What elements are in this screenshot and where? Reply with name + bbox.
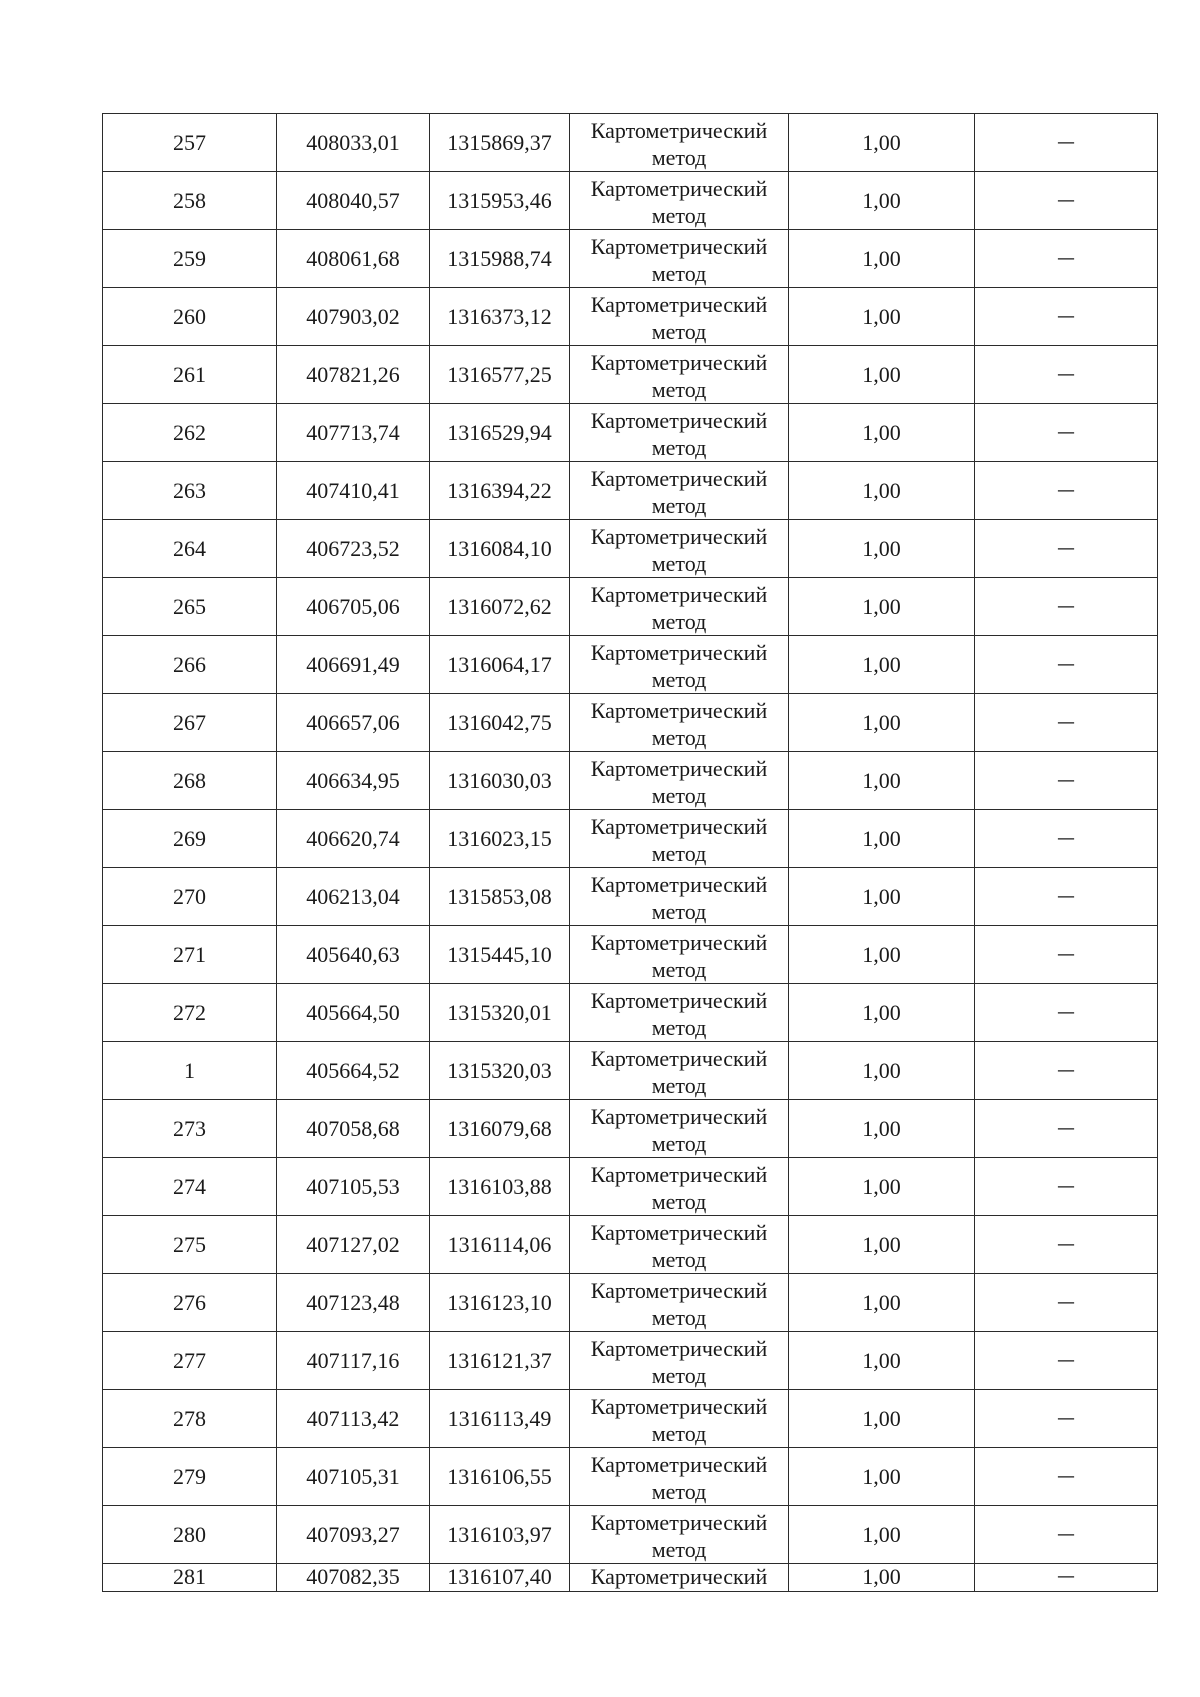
x-coordinate-cell: 407105,31: [277, 1448, 430, 1506]
method-line-1: Картометрический: [590, 524, 768, 549]
x-coordinate-cell: 407903,02: [277, 288, 430, 346]
note-dash-cell: —: [975, 694, 1158, 752]
y-coordinate-cell: 1315953,46: [430, 172, 570, 230]
method-line-2: метод: [651, 1305, 707, 1330]
y-coordinate-cell: 1316123,10: [430, 1274, 570, 1332]
point-number-cell: 266: [103, 636, 277, 694]
method-cell: [570, 694, 789, 752]
x-coordinate-cell: 407713,74: [277, 404, 430, 462]
point-number-cell: 263: [103, 462, 277, 520]
x-coordinate-cell: 406705,06: [277, 578, 430, 636]
accuracy-cell: 1,00: [789, 1216, 975, 1274]
method-line-2: метод: [651, 319, 707, 344]
method-line-1: Картометрический: [590, 1278, 768, 1303]
x-coordinate-cell: 406634,95: [277, 752, 430, 810]
point-number-cell: 275: [103, 1216, 277, 1274]
method-line-2: метод: [651, 725, 707, 750]
point-number-cell: 272: [103, 984, 277, 1042]
y-coordinate-cell: 1316394,22: [430, 462, 570, 520]
method-line-2: метод: [651, 1421, 707, 1446]
table-row: [103, 230, 1158, 288]
note-dash-cell: —: [975, 578, 1158, 636]
x-coordinate-cell: 406723,52: [277, 520, 430, 578]
x-coordinate-cell: 405664,52: [277, 1042, 430, 1100]
y-coordinate-cell: 1316030,03: [430, 752, 570, 810]
x-coordinate-cell: 407113,42: [277, 1390, 430, 1448]
accuracy-cell: 1,00: [789, 752, 975, 810]
method-line-1: Картометрический: [590, 698, 768, 723]
method-line-2: метод: [651, 957, 707, 982]
point-number-cell: 264: [103, 520, 277, 578]
note-dash-cell: —: [975, 172, 1158, 230]
table-row: [103, 288, 1158, 346]
y-coordinate-cell: 1316042,75: [430, 694, 570, 752]
method-cell: [570, 984, 789, 1042]
method-line-1: Картометрический: [590, 118, 768, 143]
method-line-2: метод: [651, 1363, 707, 1388]
y-coordinate-cell: 1316121,37: [430, 1332, 570, 1390]
point-number-cell: 259: [103, 230, 277, 288]
x-coordinate-cell: 407127,02: [277, 1216, 430, 1274]
method-cell: [570, 868, 789, 926]
note-dash-cell: —: [975, 1100, 1158, 1158]
table-row: [103, 694, 1158, 752]
accuracy-cell: 1,00: [789, 1158, 975, 1216]
x-coordinate-cell: 408040,57: [277, 172, 430, 230]
note-dash-cell: —: [975, 810, 1158, 868]
method-line-1: Картометрический: [590, 756, 768, 781]
y-coordinate-cell: 1315853,08: [430, 868, 570, 926]
accuracy-cell: 1,00: [789, 1390, 975, 1448]
method-cell: [570, 1100, 789, 1158]
method-line-1: Картометрический: [590, 930, 768, 955]
method-line-1: Картометрический: [590, 1510, 768, 1535]
table-row: [103, 578, 1158, 636]
accuracy-cell: 1,00: [789, 810, 975, 868]
table-row: [103, 752, 1158, 810]
y-coordinate-cell: 1316103,97: [430, 1506, 570, 1564]
note-dash-cell: —: [975, 1564, 1158, 1592]
accuracy-cell: 1,00: [789, 984, 975, 1042]
note-dash-cell: —: [975, 1506, 1158, 1564]
method-line-1: Картометрический: [590, 350, 768, 375]
method-line-2: метод: [651, 203, 707, 228]
accuracy-cell: 1,00: [789, 868, 975, 926]
table-row: [103, 926, 1158, 984]
note-dash-cell: —: [975, 230, 1158, 288]
method-line-1: Картометрический: [590, 1452, 768, 1477]
method-cell: [570, 1274, 789, 1332]
y-coordinate-cell: 1315988,74: [430, 230, 570, 288]
x-coordinate-cell: 405664,50: [277, 984, 430, 1042]
method-line-1: Картометрический: [590, 1046, 768, 1071]
method-cell: [570, 114, 789, 172]
x-coordinate-cell: 407117,16: [277, 1332, 430, 1390]
point-number-cell: 277: [103, 1332, 277, 1390]
method-line-2: метод: [651, 609, 707, 634]
method-line-1: Картометрический: [590, 814, 768, 839]
y-coordinate-cell: 1316064,17: [430, 636, 570, 694]
x-coordinate-cell: 407821,26: [277, 346, 430, 404]
y-coordinate-cell: 1316079,68: [430, 1100, 570, 1158]
method-line-1: Картометрический: [590, 234, 768, 259]
accuracy-cell: 1,00: [789, 172, 975, 230]
table-row: [103, 520, 1158, 578]
note-dash-cell: —: [975, 984, 1158, 1042]
point-number-cell: 280: [103, 1506, 277, 1564]
note-dash-cell: —: [975, 1158, 1158, 1216]
method-line-2: метод: [651, 435, 707, 460]
method-line-1: Картометрический: [590, 1394, 768, 1419]
y-coordinate-cell: 1316106,55: [430, 1448, 570, 1506]
y-coordinate-cell: 1315320,01: [430, 984, 570, 1042]
table-row: [103, 172, 1158, 230]
x-coordinate-cell: 407123,48: [277, 1274, 430, 1332]
y-coordinate-cell: 1316113,49: [430, 1390, 570, 1448]
accuracy-cell: 1,00: [789, 1448, 975, 1506]
accuracy-cell: 1,00: [789, 462, 975, 520]
method-line-2: метод: [651, 1537, 707, 1562]
method-cell: [570, 462, 789, 520]
x-coordinate-cell: 407082,35: [277, 1564, 430, 1592]
note-dash-cell: —: [975, 636, 1158, 694]
table-row: [103, 462, 1158, 520]
table-row-last: [103, 1564, 1158, 1592]
x-coordinate-cell: 405640,63: [277, 926, 430, 984]
x-coordinate-cell: 407058,68: [277, 1100, 430, 1158]
accuracy-cell: 1,00: [789, 230, 975, 288]
method-cell: [570, 1158, 789, 1216]
point-number-cell: 270: [103, 868, 277, 926]
method-line-2: метод: [651, 1189, 707, 1214]
y-coordinate-cell: 1316107,40: [430, 1564, 570, 1592]
point-number-cell: 257: [103, 114, 277, 172]
table-row: [103, 404, 1158, 462]
x-coordinate-cell: 406213,04: [277, 868, 430, 926]
table-row: [103, 1332, 1158, 1390]
method-line-1: Картометрический: [590, 640, 768, 665]
accuracy-cell: 1,00: [789, 578, 975, 636]
method-cell: [570, 404, 789, 462]
method-cell: [570, 752, 789, 810]
accuracy-cell: 1,00: [789, 404, 975, 462]
method-cell: [570, 1390, 789, 1448]
accuracy-cell: 1,00: [789, 1100, 975, 1158]
method-line-1: Картометрический: [590, 582, 768, 607]
method-line-1: Картометрический: [590, 292, 768, 317]
table-row: [103, 1274, 1158, 1332]
method-cell: [570, 1216, 789, 1274]
method-line-2: метод: [651, 377, 707, 402]
method-cell: [570, 1448, 789, 1506]
method-line-1: Картометрический: [590, 466, 768, 491]
method-line-1: Картометрический: [590, 872, 768, 897]
table-row: [103, 346, 1158, 404]
y-coordinate-cell: 1316072,62: [430, 578, 570, 636]
table-row: [103, 114, 1158, 172]
method-line-2: метод: [651, 841, 707, 866]
method-line-1: Картометрический: [590, 1104, 768, 1129]
note-dash-cell: —: [975, 868, 1158, 926]
method-line-1: Картометрический: [590, 1220, 768, 1245]
table-row: [103, 1390, 1158, 1448]
method-cell: [570, 288, 789, 346]
note-dash-cell: —: [975, 288, 1158, 346]
note-dash-cell: —: [975, 1274, 1158, 1332]
method-line-2: метод: [651, 1479, 707, 1504]
y-coordinate-cell: 1316023,15: [430, 810, 570, 868]
method-line-2: метод: [651, 667, 707, 692]
y-coordinate-cell: 1316103,88: [430, 1158, 570, 1216]
y-coordinate-cell: 1316084,10: [430, 520, 570, 578]
method-cell: [570, 1506, 789, 1564]
note-dash-cell: —: [975, 114, 1158, 172]
table-row: [103, 984, 1158, 1042]
accuracy-cell: 1,00: [789, 1274, 975, 1332]
method-cell: [570, 520, 789, 578]
y-coordinate-cell: 1316373,12: [430, 288, 570, 346]
accuracy-cell: 1,00: [789, 636, 975, 694]
method-cell: [570, 810, 789, 868]
method-line-1: Картометрический: [590, 176, 768, 201]
x-coordinate-cell: 407093,27: [277, 1506, 430, 1564]
point-number-cell: 278: [103, 1390, 277, 1448]
coordinates-table: [102, 113, 1158, 1592]
x-coordinate-cell: 406620,74: [277, 810, 430, 868]
accuracy-cell: 1,00: [789, 926, 975, 984]
accuracy-cell: 1,00: [789, 1042, 975, 1100]
method-line-2: метод: [651, 783, 707, 808]
point-number-cell: 273: [103, 1100, 277, 1158]
note-dash-cell: —: [975, 1390, 1158, 1448]
point-number-cell: 271: [103, 926, 277, 984]
accuracy-cell: 1,00: [789, 1506, 975, 1564]
x-coordinate-cell: 408061,68: [277, 230, 430, 288]
point-number-cell: 281: [103, 1564, 277, 1592]
point-number-cell: 268: [103, 752, 277, 810]
note-dash-cell: —: [975, 520, 1158, 578]
note-dash-cell: —: [975, 346, 1158, 404]
method-line-1: Картометрический: [590, 988, 768, 1013]
method-line-2: метод: [651, 261, 707, 286]
method-line-2: метод: [651, 551, 707, 576]
method-line-2: метод: [651, 1073, 707, 1098]
method-line-2: метод: [651, 1247, 707, 1272]
y-coordinate-cell: 1316114,06: [430, 1216, 570, 1274]
table-row: [103, 1042, 1158, 1100]
point-number-cell: 279: [103, 1448, 277, 1506]
x-coordinate-cell: 407410,41: [277, 462, 430, 520]
method-line-2: метод: [651, 145, 707, 170]
table-row: [103, 868, 1158, 926]
x-coordinate-cell: 406691,49: [277, 636, 430, 694]
point-number-cell: 269: [103, 810, 277, 868]
point-number-cell: 261: [103, 346, 277, 404]
y-coordinate-cell: 1316529,94: [430, 404, 570, 462]
accuracy-cell: 1,00: [789, 346, 975, 404]
note-dash-cell: —: [975, 404, 1158, 462]
table-row: [103, 1100, 1158, 1158]
point-number-cell: 274: [103, 1158, 277, 1216]
method-line-1: Картометрический: [590, 408, 768, 433]
method-cell: [570, 230, 789, 288]
point-number-cell: 260: [103, 288, 277, 346]
table-row: [103, 636, 1158, 694]
point-number-cell: 1: [103, 1042, 277, 1100]
point-number-cell: 267: [103, 694, 277, 752]
accuracy-cell: 1,00: [789, 1332, 975, 1390]
y-coordinate-cell: 1316577,25: [430, 346, 570, 404]
method-line-2: метод: [651, 1015, 707, 1040]
note-dash-cell: —: [975, 1332, 1158, 1390]
method-cell: [570, 346, 789, 404]
coordinates-table-body: [103, 114, 1158, 1592]
x-coordinate-cell: 408033,01: [277, 114, 430, 172]
method-cell: [570, 1564, 789, 1592]
method-line-2: метод: [651, 899, 707, 924]
note-dash-cell: —: [975, 1448, 1158, 1506]
method-line-1: Картометрический: [590, 1336, 768, 1361]
method-line-1: Картометрический: [590, 1162, 768, 1187]
accuracy-cell: 1,00: [789, 288, 975, 346]
table-row: [103, 1216, 1158, 1274]
method-line-1: Картометрический: [590, 1564, 768, 1589]
method-cell: [570, 1042, 789, 1100]
x-coordinate-cell: 407105,53: [277, 1158, 430, 1216]
note-dash-cell: —: [975, 926, 1158, 984]
method-line-2: метод: [651, 493, 707, 518]
note-dash-cell: —: [975, 462, 1158, 520]
method-cell: [570, 926, 789, 984]
accuracy-cell: 1,00: [789, 114, 975, 172]
method-cell: [570, 1332, 789, 1390]
x-coordinate-cell: 406657,06: [277, 694, 430, 752]
method-cell: [570, 636, 789, 694]
table-row: [103, 1506, 1158, 1564]
accuracy-cell: 1,00: [789, 1564, 975, 1592]
y-coordinate-cell: 1315445,10: [430, 926, 570, 984]
point-number-cell: 276: [103, 1274, 277, 1332]
method-cell: [570, 578, 789, 636]
table-row: [103, 1158, 1158, 1216]
y-coordinate-cell: 1315869,37: [430, 114, 570, 172]
table-row: [103, 810, 1158, 868]
note-dash-cell: —: [975, 1216, 1158, 1274]
note-dash-cell: —: [975, 752, 1158, 810]
method-cell: [570, 172, 789, 230]
accuracy-cell: 1,00: [789, 694, 975, 752]
note-dash-cell: —: [975, 1042, 1158, 1100]
method-line-2: метод: [651, 1131, 707, 1156]
table-row: [103, 1448, 1158, 1506]
y-coordinate-cell: 1315320,03: [430, 1042, 570, 1100]
point-number-cell: 265: [103, 578, 277, 636]
accuracy-cell: 1,00: [789, 520, 975, 578]
point-number-cell: 262: [103, 404, 277, 462]
point-number-cell: 258: [103, 172, 277, 230]
